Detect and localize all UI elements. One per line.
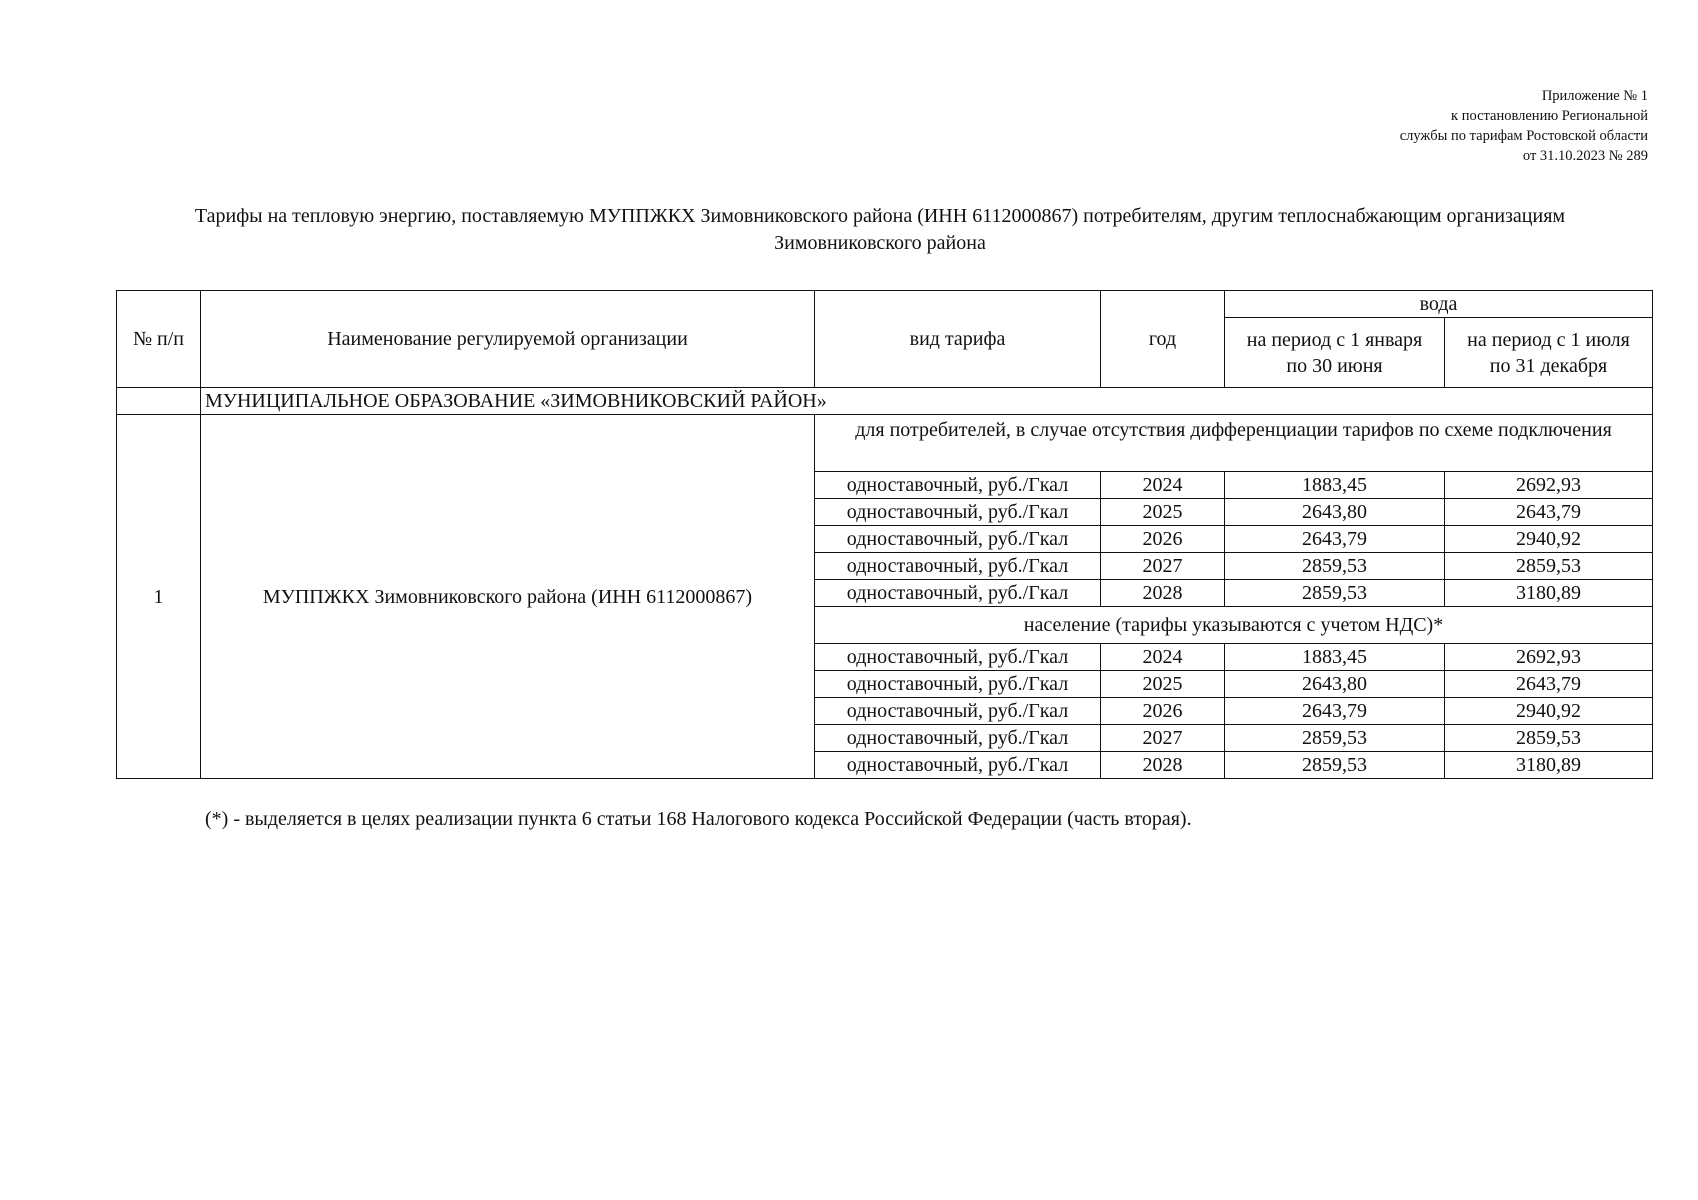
header-num: № п/п [117, 291, 201, 388]
municipality-num-cell [117, 388, 201, 415]
header-org-name: Наименование регулируемой организации [201, 291, 815, 388]
header-period-2-line1: на период с 1 июля [1467, 328, 1630, 351]
tariff-type-cell: одноставочный, руб./Гкал [815, 499, 1101, 526]
header-period-1-line2: по 30 июня [1286, 354, 1383, 377]
header-tariff-type: вид тарифа [815, 291, 1101, 388]
tariff-type-cell: одноставочный, руб./Гкал [815, 526, 1101, 553]
year-cell: 2026 [1101, 526, 1225, 553]
tariff-type-cell: одноставочный, руб./Гкал [815, 725, 1101, 752]
year-cell: 2025 [1101, 671, 1225, 698]
appendix-line: службы по тарифам Ростовской области [1399, 128, 1648, 144]
period-1-value: 2643,79 [1225, 698, 1445, 725]
period-2-value: 2692,93 [1445, 472, 1653, 499]
header-period-1-line1: на период с 1 января [1246, 328, 1423, 351]
municipality-row: МУНИЦИПАЛЬНОЕ ОБРАЗОВАНИЕ «ЗИМОВНИКОВСКИЙ РАЙОН» [201, 388, 1653, 415]
tariff-type-cell: одноставочный, руб./Гкал [815, 671, 1101, 698]
footnote: (*) - выделяется в целях реализации пункта 6 статьи 168 Налогового кодекса Российской Федерации (часть вторая). [205, 808, 1192, 830]
header-period-1 [1225, 318, 1445, 388]
row-number: 1 [117, 415, 201, 779]
group-label-consumers: для потребителей, в случае отсутствия дифференциации тарифов по схеме подключения [815, 415, 1653, 472]
period-2-value: 3180,89 [1445, 752, 1653, 779]
organization-name: МУППЖКХ Зимовниковского района (ИНН 6112000867) [201, 415, 815, 779]
header-period-2-line2: по 31 декабря [1489, 354, 1608, 377]
period-2-value: 2692,93 [1445, 644, 1653, 671]
period-2-value: 2643,79 [1445, 499, 1653, 526]
header-year: год [1101, 291, 1225, 388]
document-title [110, 203, 1650, 257]
period-1-value: 2859,53 [1225, 725, 1445, 752]
appendix-line: Приложение № 1 [1541, 88, 1648, 104]
period-2-value: 2643,79 [1445, 671, 1653, 698]
period-1-value: 2859,53 [1225, 553, 1445, 580]
year-cell: 2024 [1101, 472, 1225, 499]
year-cell: 2027 [1101, 725, 1225, 752]
tariff-table [116, 290, 1653, 779]
group-label-population: население (тарифы указываются с учетом НДС)* [815, 607, 1653, 644]
tariff-type-cell: одноставочный, руб./Гкал [815, 644, 1101, 671]
period-1-value: 2643,80 [1225, 499, 1445, 526]
year-cell: 2028 [1101, 580, 1225, 607]
tariff-type-cell: одноставочный, руб./Гкал [815, 698, 1101, 725]
period-1-value: 1883,45 [1225, 644, 1445, 671]
appendix-line: от 31.10.2023 № 289 [1522, 148, 1648, 164]
tariff-type-cell: одноставочный, руб./Гкал [815, 553, 1101, 580]
appendix-line: к постановлению Региональной [1451, 108, 1648, 124]
period-2-value: 3180,89 [1445, 580, 1653, 607]
period-1-value: 2859,53 [1225, 580, 1445, 607]
header-period-2 [1445, 318, 1653, 388]
year-cell: 2026 [1101, 698, 1225, 725]
title-line: Зимовниковского района [774, 232, 986, 254]
period-2-value: 2859,53 [1445, 553, 1653, 580]
header-water: вода [1225, 291, 1653, 318]
year-cell: 2027 [1101, 553, 1225, 580]
period-2-value: 2940,92 [1445, 526, 1653, 553]
tariff-type-cell: одноставочный, руб./Гкал [815, 580, 1101, 607]
year-cell: 2024 [1101, 644, 1225, 671]
appendix-header [1248, 86, 1648, 166]
period-2-value: 2859,53 [1445, 725, 1653, 752]
tariff-type-cell: одноставочный, руб./Гкал [815, 752, 1101, 779]
title-line: Тарифы на тепловую энергию, поставляемую МУППЖКХ Зимовниковского района (ИНН 6112000867) потребителям, другим теплоснабжающим организациям [194, 205, 1566, 227]
tariff-type-cell: одноставочный, руб./Гкал [815, 472, 1101, 499]
period-1-value: 2643,80 [1225, 671, 1445, 698]
year-cell: 2025 [1101, 499, 1225, 526]
period-1-value: 1883,45 [1225, 472, 1445, 499]
period-2-value: 2940,92 [1445, 698, 1653, 725]
period-1-value: 2859,53 [1225, 752, 1445, 779]
period-1-value: 2643,79 [1225, 526, 1445, 553]
year-cell: 2028 [1101, 752, 1225, 779]
